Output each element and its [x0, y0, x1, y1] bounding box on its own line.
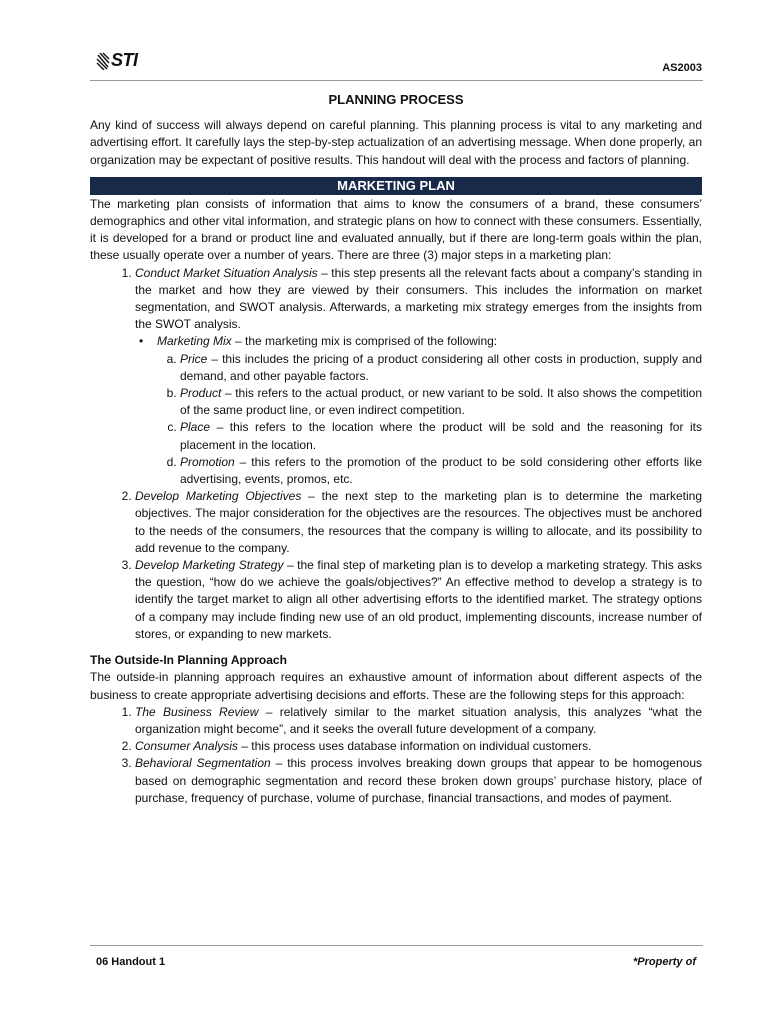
course-code: AS2003: [662, 62, 702, 74]
item-term: Price: [180, 351, 208, 366]
item-text: – this refers to the location where the product will be sold and the reasoning for its placement in the location.: [180, 420, 702, 452]
section-banner: MARKETING PLAN: [90, 177, 702, 195]
section-intro-paragraph: The marketing plan consists of information that aims to know the consumers of a brand, these consumers’ demographics and other vital information, and strategic plans on how to connect with these consumers. Essentially, it is developed for a brand or product line and evaluated annually, but if there are long-term goals within the plan, these usually operate over a number of years. There are three (3) major steps in a marketing plan:: [90, 196, 702, 263]
step-term: Conduct Market Situation Analysis: [135, 265, 318, 280]
mix-term: Marketing Mix: [157, 334, 232, 349]
bullet-mark: •: [139, 334, 144, 349]
item-term: Promotion: [180, 454, 235, 469]
sti-globe-icon: [96, 52, 110, 70]
intro-paragraph: Any kind of success will always depend on careful planning. This planning process is vital to any marketing and advertising effort. It carefully lays the step-by-step actualization of an advertising message. When done properly, an organization may be expectant of positive results. This handout will deal with the process and factors of planning.: [90, 118, 702, 167]
list-item: [135, 755, 702, 807]
mix-items-list: [157, 351, 702, 489]
list-item: [135, 265, 702, 489]
page-title: PLANNING PROCESS: [328, 92, 464, 107]
mix-text: – the marketing mix is comprised of the following:: [231, 334, 498, 349]
marketing-plan-steps: [90, 265, 702, 643]
outside-in-paragraph: The outside-in planning approach requires an exhaustive amount of information about different aspects of the business to create appropriate advertising decisions and efforts. These are the following steps for this approach:: [90, 670, 702, 702]
outside-in-heading: The Outside-In Planning Approach: [90, 653, 287, 668]
list-item: [135, 488, 702, 557]
step-term: Develop Marketing Strategy: [135, 558, 284, 573]
list-item: [135, 704, 702, 738]
step-term: Consumer Analysis: [135, 739, 238, 754]
footer-handout-label: 06 Handout 1: [96, 956, 166, 968]
step-text: – the final step of marketing plan is to develop a marketing strategy. This asks the question, “how do we achieve the goals/objectives?” An effective method to develop a strategy is to identify the target market to align all other advertising efforts to the identified market. The strategy options of a company may include finding new use of an old product, implementing discounts, increase number of stores, or expanding to new markets.: [135, 558, 702, 641]
step-text: – this process involves breaking down groups that appear to be homogenous based on demographic segmentation and record these broken down groups’ purchase history, place of purchase, frequency of purchase, volume of purchase, financial transactions, and modes of payment.: [135, 756, 703, 805]
list-item: [139, 333, 702, 488]
footer-rule: [90, 945, 703, 946]
step-term: Behavioral Segmentation: [135, 756, 271, 771]
outside-in-steps: [90, 704, 702, 807]
footer-property-label: *Property of: [633, 956, 696, 968]
sti-logo: [96, 50, 138, 71]
step-text: – relatively similar to the market situation analysis, this analyzes “what the organization might become”, and it seeks the overall future development of a company.: [135, 704, 702, 736]
marketing-mix-list: [135, 333, 702, 488]
list-item: [180, 351, 702, 385]
list-item: [180, 385, 702, 419]
step-term: The Business Review: [135, 704, 259, 719]
item-term: Place: [180, 420, 211, 435]
logo-text: STI: [111, 50, 138, 70]
list-item: [180, 454, 702, 488]
step-text: – the next step to the marketing plan is to determine the marketing objectives. The major consideration for the objectives are the resources. The objectives must be anchored to the needs of the consumers, the resources that the company is willing to allocate, and its possibility to add revenue to the company.: [135, 489, 703, 555]
list-item: [135, 738, 702, 755]
item-term: Product: [180, 386, 222, 401]
list-item: [180, 419, 702, 453]
step-term: Develop Marketing Objectives: [135, 489, 302, 504]
item-text: – this refers to the actual product, or new variant to be sold. It also shows the competition of the same product line, or even indirect competition.: [180, 386, 702, 418]
step-text: – this process uses database information on individual customers.: [237, 739, 592, 754]
document-body: [90, 91, 702, 807]
item-text: – this refers to the promotion of the product to be sold considering other efforts like advertising, events, promos, etc.: [180, 454, 702, 487]
header-rule: [90, 80, 703, 81]
page-header: [96, 50, 702, 80]
step-text: – this step presents all the relevant facts about a company’s standing in the market and how they are viewed by their consumers. This includes the information on market segmentation, and SWOT analysis. Afterwards, a marketing mix strategy emerges from the insights from the SWOT analysis.: [135, 265, 702, 332]
list-item: [135, 557, 702, 643]
item-text: – this includes the pricing of a product considering all other costs in production, supply and demand, and other payable factors.: [180, 351, 702, 383]
